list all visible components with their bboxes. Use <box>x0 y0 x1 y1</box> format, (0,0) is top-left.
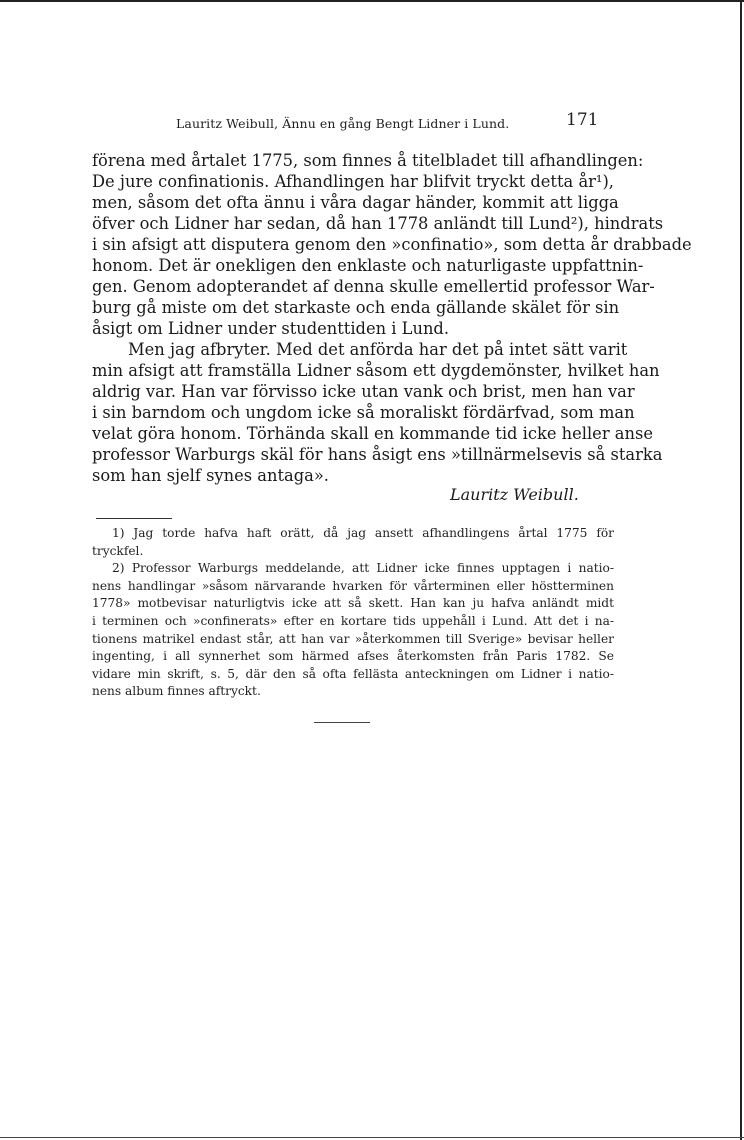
end-rule <box>314 722 370 723</box>
body-line: Men jag afbryter. Med det anförda har det på intet sätt varit <box>128 340 628 359</box>
body-line: honom. Det är onekligen den enklaste och naturligaste uppfattnin- <box>92 256 644 275</box>
footnote-line: nens handlingar »såsom närvarande hvarken för vårterminen eller höstterminen <box>92 578 614 593</box>
footnote-line: i terminen och »confinerats» efter en kortare tids uppehåll i Lund. Att det i na- <box>92 613 614 628</box>
footnote-line: tionens matrikel endast står, att han var »återkommen till Sverige» bevisar heller <box>92 631 614 646</box>
footnote-rule <box>96 518 172 519</box>
footnote-line: 1) Jag torde hafva haft orätt, då jag ansett afhandlingens årtal 1775 för <box>112 526 614 540</box>
body-line: burg gå miste om det starkaste och enda gällande skälet för sin <box>92 298 620 317</box>
footnote-line: 1778» motbevisar naturligtvis icke att så skett. Han kan ju hafva anländt midt <box>92 596 614 611</box>
footnotes <box>92 525 614 701</box>
page-number: 171 <box>566 110 599 130</box>
author-signature: Lauritz Weibull. <box>450 485 579 504</box>
scan-border-top <box>0 0 744 2</box>
scan-border-bottom <box>0 1137 744 1138</box>
body-line: aldrig var. Han var förvisso icke utan vank och brist, men han var <box>92 382 635 401</box>
footnote-line: ingenting, i all synnerhet som härmed afses återkomsten från Paris 1782. Se <box>92 649 614 664</box>
footnote-line: tryckfel. <box>92 543 144 558</box>
body-line: gen. Genom adopterandet af denna skulle emellertid professor War- <box>92 277 655 296</box>
body-line: velat göra honom. Törhända skall en kommande tid icke heller anse <box>92 424 653 443</box>
body-line: min afsigt att framställa Lidner såsom ett dygdemönster, hvilket han <box>92 361 660 380</box>
body-line: i sin afsigt att disputera genom den »confinatio», som detta år drabbade <box>92 235 692 254</box>
footnote-line: 2) Professor Warburgs meddelande, att Lidner icke finnes upptagen i natio- <box>112 561 614 576</box>
body-line: som han sjelf synes antaga». <box>92 466 329 485</box>
body-line: förena med årtalet 1775, som finnes å titelbladet till afhandlingen: <box>92 151 644 170</box>
running-header <box>92 110 614 134</box>
body-line: men, såsom det ofta ännu i våra dagar händer, kommit att ligga <box>92 193 619 212</box>
footnote-line: vidare min skrift, s. 5, där den så ofta fellästa anteckningen om Lidner i natio- <box>92 666 614 681</box>
body-line: öfver och Lidner har sedan, då han 1778 anländt till Lund²), hindrats <box>92 214 664 233</box>
scan-border-right <box>740 0 742 1140</box>
body-line: De jure confinationis. Afhandlingen har blifvit tryckt detta år¹), <box>92 172 614 191</box>
body-line: professor Warburgs skäl för hans åsigt ens »tillnärmelsevis så starka <box>92 445 663 464</box>
running-title: Lauritz Weibull, Ännu en gång Bengt Lidner i Lund. <box>176 116 510 131</box>
body-line: åsigt om Lidner under studenttiden i Lund. <box>92 319 450 338</box>
body-text <box>92 150 692 486</box>
footnote-line: nens album finnes aftryckt. <box>92 684 261 699</box>
body-line: i sin barndom och ungdom icke så moraliskt fördärfvad, som man <box>92 403 635 422</box>
